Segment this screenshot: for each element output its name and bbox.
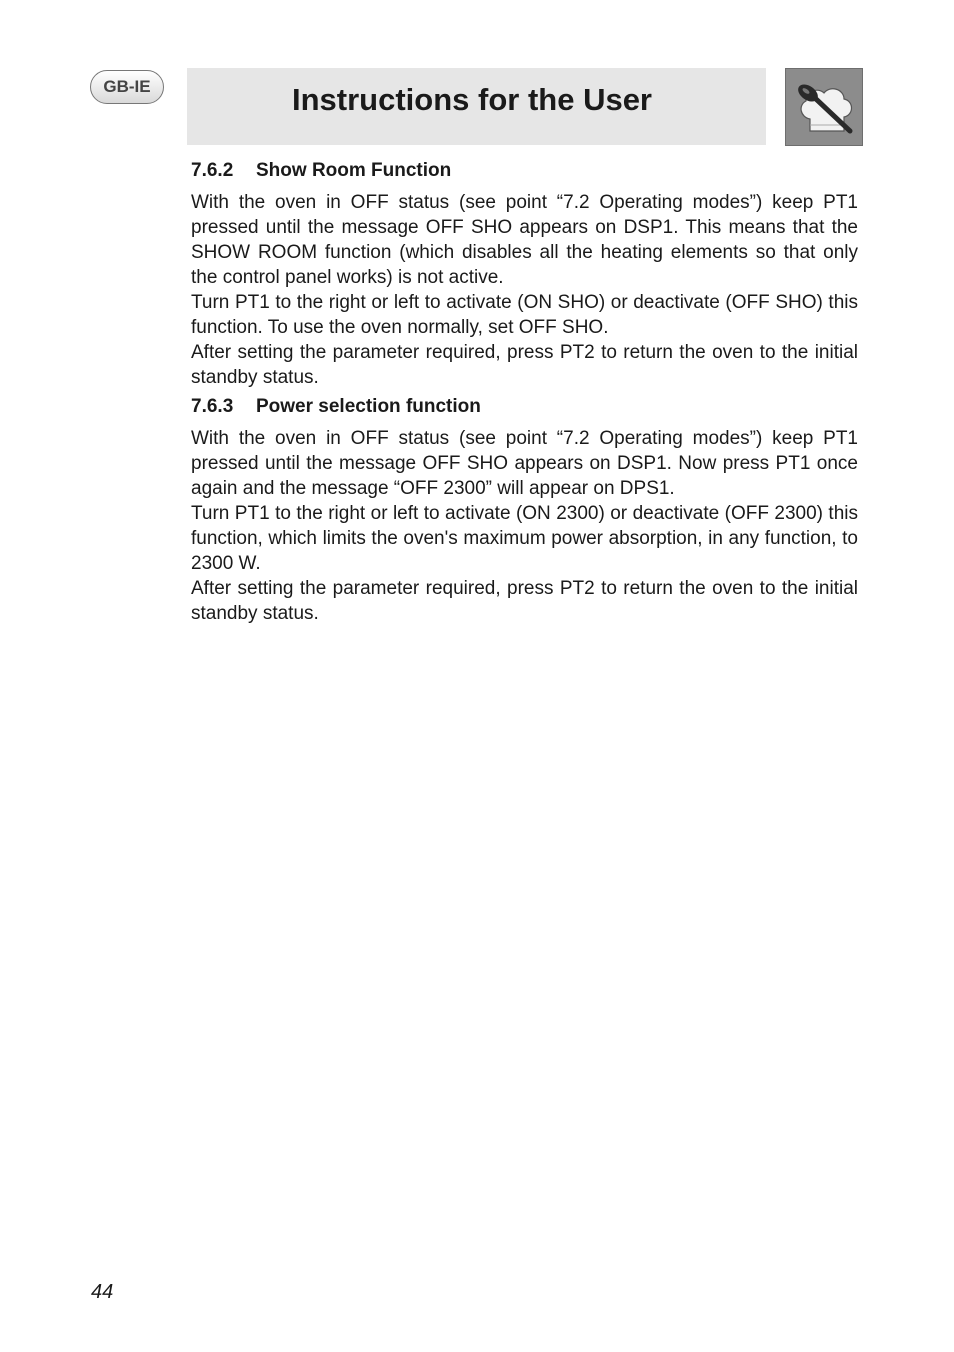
section-title: Show Room Function [256,160,452,181]
page-title: Instructions for the User [292,82,652,117]
paragraph: After setting the parameter required, press PT2 to return the oven to the initial standby status. [191,342,858,388]
region-badge: GB-IE [90,70,164,104]
chef-hat-spoon-icon [785,68,863,146]
main-content [191,158,858,630]
paragraph: With the oven in OFF status (see point “7.2 Operating modes”) keep PT1 pressed until the message OFF SHO appears on DSP1. Now press PT1 once again and the message “OFF 2300” will appear on DPS1. [191,428,858,499]
section-power-selection [191,394,858,626]
section-heading [191,394,858,420]
section-heading [191,158,858,184]
header-bar [187,68,766,145]
paragraph: After setting the parameter required, press PT2 to return the oven to the initial standby status. [191,578,858,624]
section-title: Power selection function [256,396,481,417]
paragraph: Turn PT1 to the right or left to activate (ON 2300) or deactivate (OFF 2300) this function, which limits the oven's maximum power absorption, in any function, to 2300 W. [191,503,858,574]
page-number: 44 [91,1281,114,1303]
section-number: 7.6.2 [191,160,234,181]
paragraph: Turn PT1 to the right or left to activate (ON SHO) or deactivate (OFF SHO) this function. To use the oven normally, set OFF SHO. [191,292,858,338]
section-show-room [191,158,858,390]
section-number: 7.6.3 [191,396,234,417]
paragraph: With the oven in OFF status (see point “7.2 Operating modes”) keep PT1 pressed until the message OFF SHO appears on DSP1. This means that the SHOW ROOM function (which disables all the heating elements so that only the control panel works) is not active. [191,192,858,288]
